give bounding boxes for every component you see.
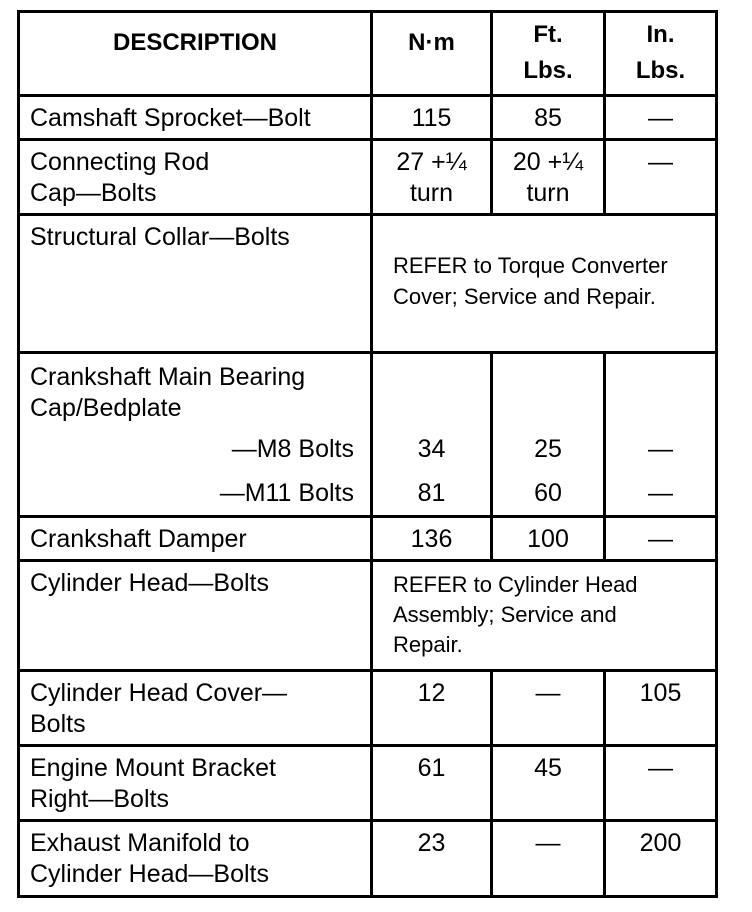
table-row <box>19 516 717 560</box>
row-ft-lbs: — <box>492 670 605 745</box>
row-nm: 136 <box>372 516 492 560</box>
table-row <box>19 820 717 896</box>
table-row <box>19 353 717 429</box>
table-row <box>19 670 717 745</box>
row-ft-lbs: 60 <box>492 472 605 516</box>
row-reference-note: REFER to Torque Converter Cover; Service and Repair. <box>372 215 717 353</box>
row-ft-lbs: 85 <box>492 96 605 140</box>
row-description: Cylinder Head—Bolts <box>19 560 372 670</box>
row-description: Cylinder Head Cover— Bolts <box>19 670 372 745</box>
header-nm: N·m <box>372 12 492 96</box>
row-description: Engine Mount Bracket Right—Bolts <box>19 745 372 820</box>
row-ft-lbs: 45 <box>492 745 605 820</box>
header-ft-lbs: Ft. Lbs. <box>492 12 605 96</box>
table-row <box>19 140 717 215</box>
row-nm: 27 +¼ turn <box>372 140 492 215</box>
row-in-lbs: — <box>605 516 717 560</box>
row-in-lbs: — <box>605 472 717 516</box>
row-in-lbs: — <box>605 745 717 820</box>
row-ft-lbs: 100 <box>492 516 605 560</box>
row-description: Connecting Rod Cap—Bolts <box>19 140 372 215</box>
row-nm: 81 <box>372 472 492 516</box>
header-description: DESCRIPTION <box>19 12 372 96</box>
row-in-lbs: — <box>605 96 717 140</box>
row-nm: 115 <box>372 96 492 140</box>
row-description: —M8 Bolts <box>19 428 372 472</box>
row-description: Structural Collar—Bolts <box>19 215 372 353</box>
row-reference-note: REFER to Cylinder Head Assembly; Service and Repair. <box>372 560 717 670</box>
row-ft-lbs: 25 <box>492 428 605 472</box>
row-description: Exhaust Manifold to Cylinder Head—Bolts <box>19 820 372 896</box>
row-nm: 61 <box>372 745 492 820</box>
header-row <box>19 12 717 96</box>
table-row <box>19 428 717 472</box>
table-row <box>19 96 717 140</box>
row-in-lbs: 105 <box>605 670 717 745</box>
table-row <box>19 560 717 670</box>
row-in-lbs <box>605 353 717 429</box>
row-description: —M11 Bolts <box>19 472 372 516</box>
row-ft-lbs: — <box>492 820 605 896</box>
header-in-lbs: In. Lbs. <box>605 12 717 96</box>
table-row <box>19 745 717 820</box>
table-row <box>19 215 717 353</box>
row-description: Crankshaft Main Bearing Cap/Bedplate <box>19 353 372 429</box>
row-description: Crankshaft Damper <box>19 516 372 560</box>
row-in-lbs: — <box>605 428 717 472</box>
row-nm <box>372 353 492 429</box>
row-nm: 34 <box>372 428 492 472</box>
torque-spec-table <box>17 10 718 898</box>
table-row <box>19 472 717 516</box>
row-ft-lbs <box>492 353 605 429</box>
row-in-lbs: 200 <box>605 820 717 896</box>
row-nm: 23 <box>372 820 492 896</box>
row-ft-lbs: 20 +¼ turn <box>492 140 605 215</box>
row-in-lbs: — <box>605 140 717 215</box>
row-nm: 12 <box>372 670 492 745</box>
row-description: Camshaft Sprocket—Bolt <box>19 96 372 140</box>
